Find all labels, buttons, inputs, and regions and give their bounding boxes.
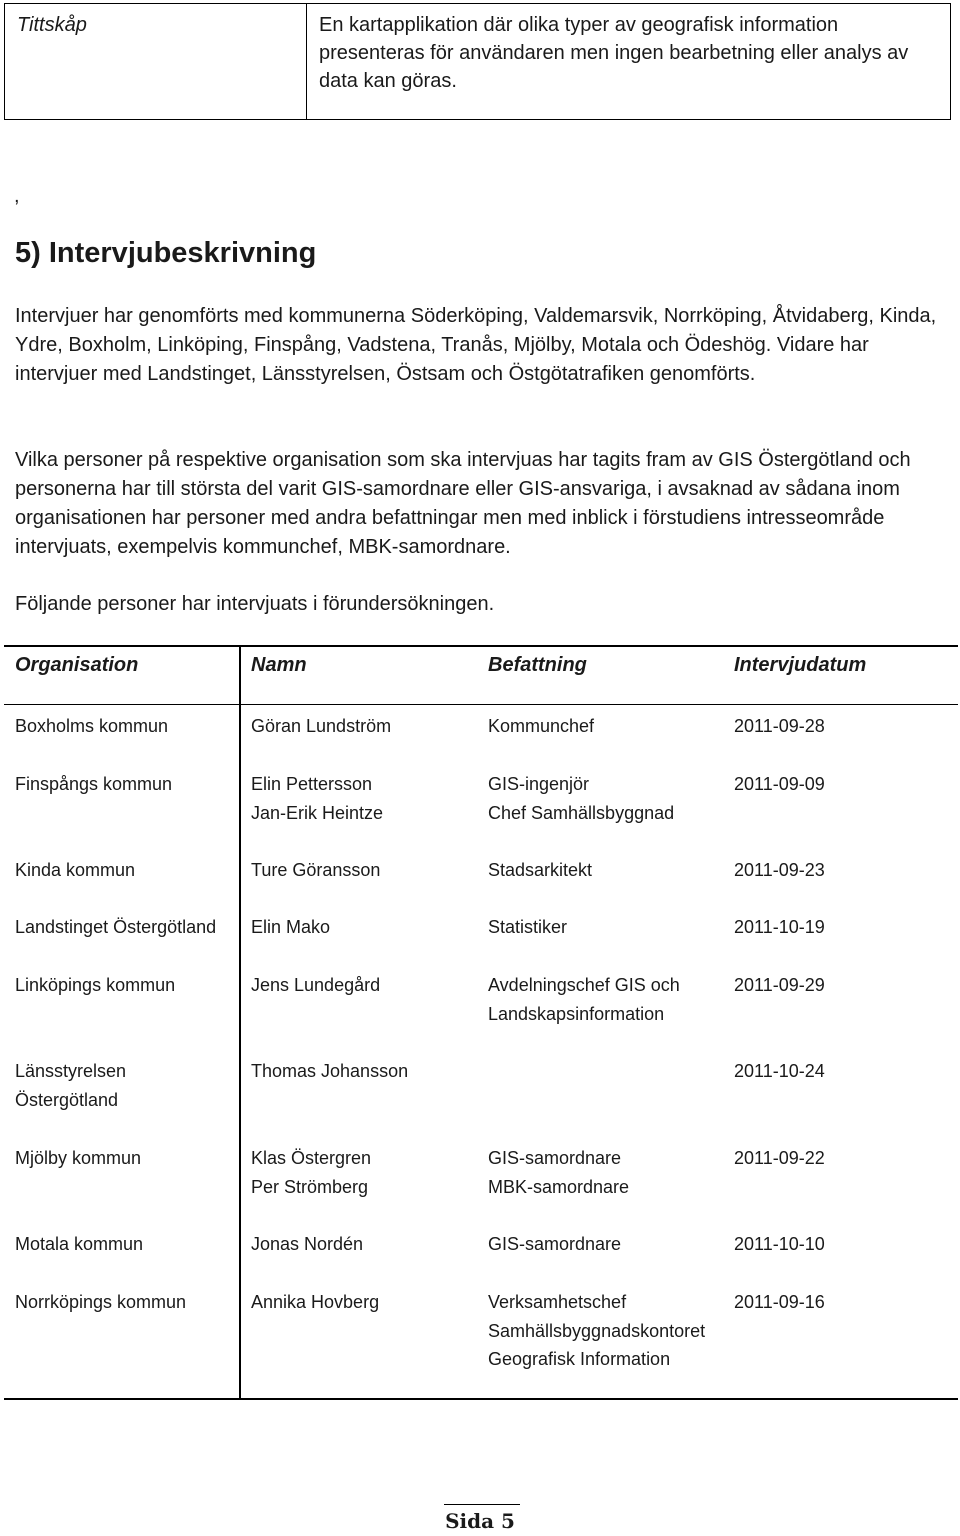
cell-befattning: Statistiker [488, 917, 568, 937]
footer-rule [444, 1504, 520, 1505]
cell-befattning: Avdelningschef GIS och Landskapsinformation [488, 975, 680, 1024]
cell-organisation: Norrköpings kommun [15, 1292, 187, 1312]
cell-datum: 2011-09-29 [734, 975, 825, 995]
table-bottom-rule [4, 1398, 958, 1400]
cell-namn: Elin Mako [251, 917, 331, 937]
cell-namn: Annika Hovberg [251, 1292, 380, 1312]
cell-organisation: Mjölby kommun [15, 1148, 142, 1168]
cell-organisation: Linköpings kommun [15, 975, 176, 995]
definition-box [4, 3, 951, 120]
table-column-divider [239, 646, 241, 1399]
cell-befattning: GIS-samordnare [488, 1234, 622, 1254]
cell-organisation: Landstinget Östergötland [15, 917, 217, 937]
definition-description: En kartapplikation där olika typer av geografisk information presenteras för användaren men ingen bearbetning eller analys av data kan göras. [319, 14, 909, 92]
cell-datum: 2011-10-19 [734, 917, 825, 937]
section-heading: 5) Intervjubeskrivning [15, 237, 317, 269]
cell-namn: Jens Lundegård [251, 975, 381, 995]
cell-datum: 2011-09-16 [734, 1292, 825, 1312]
cell-befattning: Stadsarkitekt [488, 860, 593, 880]
page-number: Sida 5 [445, 1509, 515, 1533]
cell-namn: Göran Lundström [251, 716, 392, 736]
cell-datum: 2011-10-24 [734, 1061, 825, 1081]
cell-namn: Klas Östergren Per Strömberg [251, 1148, 372, 1197]
cell-namn: Thomas Johansson [251, 1061, 409, 1081]
cell-namn: Ture Göransson [251, 860, 381, 880]
cell-organisation: Motala kommun [15, 1234, 144, 1254]
cell-organisation: Länsstyrelsen Östergötland [15, 1061, 127, 1110]
cell-namn: Elin Pettersson Jan-Erik Heintze [251, 774, 384, 823]
header-organisation: Organisation [15, 654, 139, 676]
cell-befattning: GIS-samordnare MBK-samordnare [488, 1148, 630, 1197]
table-intro-paragraph: Följande personer har intervjuats i förundersökningen. [15, 593, 495, 615]
cell-datum: 2011-09-22 [734, 1148, 825, 1168]
cell-datum: 2011-09-09 [734, 774, 825, 794]
cell-befattning: GIS-ingenjör Chef Samhällsbyggnad [488, 774, 675, 823]
cell-namn: Jonas Nordén [251, 1234, 364, 1254]
intro-paragraph: Intervjuer har genomförts med kommunerna Söderköping, Valdemarsvik, Norrköping, Åtvidaberg, Kinda, Ydre, Boxholm, Linköping, Finspång, Vadstena, Tranås, Mjölby, Motala och Ödeshög. Vidare har intervjuer med Landstinget, Länsstyrelsen, Östsam och Östgötatrafiken genomförts. [15, 305, 937, 385]
definition-term: Tittskåp [5, 4, 307, 119]
stray-comma: , [14, 185, 20, 207]
cell-befattning: Verksamhetschef Samhällsbyggnadskontoret Geografisk Information [488, 1292, 706, 1370]
cell-organisation: Finspångs kommun [15, 774, 173, 794]
cell-organisation: Boxholms kommun [15, 716, 169, 736]
selection-paragraph: Vilka personer på respektive organisation som ska intervjuas har tagits fram av GIS Östergötland och personerna har till största del varit GIS-samordnare eller GIS-ansvariga, i avsaknad av sådana inom organisationen har personer med andra befattningar men med inblick i förstudiens intresseområde intervjuats, exempelvis kommunchef, MBK-samordnare. [15, 449, 911, 558]
header-befattning: Befattning [488, 654, 587, 676]
table-header-rule [4, 704, 958, 705]
cell-datum: 2011-09-23 [734, 860, 825, 880]
cell-datum: 2011-09-28 [734, 716, 825, 736]
cell-organisation: Kinda kommun [15, 860, 136, 880]
header-namn: Namn [251, 654, 307, 676]
header-intervjudatum: Intervjudatum [734, 654, 867, 676]
cell-befattning: Kommunchef [488, 716, 595, 736]
cell-datum: 2011-10-10 [734, 1234, 825, 1254]
table-top-rule [4, 645, 958, 647]
